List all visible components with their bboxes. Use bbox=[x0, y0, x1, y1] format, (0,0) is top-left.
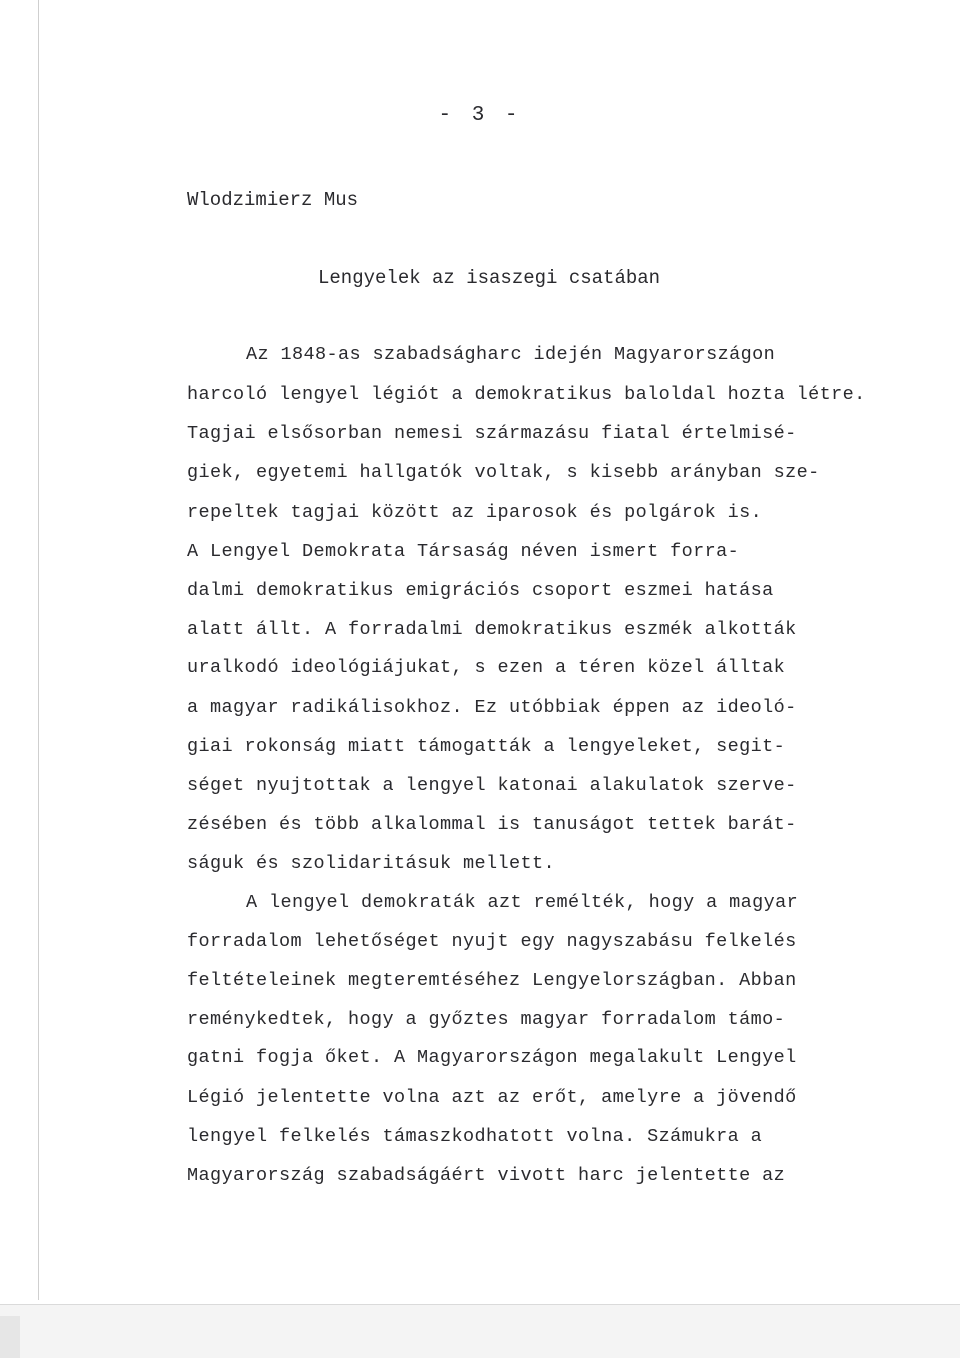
text-line-7: dalmi demokratikus emigrációs csoport eszmei hatása bbox=[187, 580, 774, 601]
page-edge-bottom bbox=[0, 1304, 960, 1358]
text-line-21: lengyel felkelés támaszkodhatott volna. Számukra a bbox=[187, 1126, 763, 1147]
page-corner-bottom-left bbox=[0, 1316, 20, 1358]
text-line-2: harcoló lengyel légiót a demokratikus baloldal hozta létre. bbox=[187, 384, 866, 405]
text-line-22: Magyarország szabadságáért vivott harc jelentette az bbox=[187, 1165, 786, 1186]
text-line-12: séget nyujtottak a lengyel katonai alakulatok szerve- bbox=[187, 775, 797, 796]
text-line-13: zésében és több alkalommal is tanuságot tettek barát- bbox=[187, 814, 797, 835]
text-line-15: A lengyel demokraták azt remélték, hogy a magyar bbox=[246, 892, 799, 913]
page-edge-left bbox=[38, 0, 39, 1300]
author-name: Wlodzimierz Mus bbox=[187, 189, 359, 211]
text-line-10: a magyar radikálisokhoz. Ez utóbbiak éppen az ideoló- bbox=[187, 697, 797, 718]
text-line-9: uralkodó ideológiájukat, s ezen a téren közel álltak bbox=[187, 657, 786, 678]
text-line-17: feltételeinek megteremtéséhez Lengyelországban. Abban bbox=[187, 970, 797, 991]
page-number: - 3 - bbox=[438, 104, 522, 127]
article-title: Lengyelek az isaszegi csatában bbox=[318, 267, 661, 289]
text-line-6: A Lengyel Demokrata Társaság néven ismert forra- bbox=[187, 541, 740, 562]
text-line-5: repeltek tagjai között az iparosok és polgárok is. bbox=[187, 502, 763, 523]
text-line-3: Tagjai elsősorban nemesi származásu fiatal értelmisé- bbox=[187, 423, 797, 444]
text-line-8: alatt állt. A forradalmi demokratikus eszmék alkották bbox=[187, 619, 797, 640]
text-line-18: reménykedtek, hogy a győztes magyar forradalom támo- bbox=[187, 1009, 786, 1030]
text-line-20: Légió jelentette volna azt az erőt, amelyre a jövendő bbox=[187, 1087, 797, 1108]
text-line-1: Az 1848-as szabadságharc idején Magyarországon bbox=[246, 344, 776, 365]
text-line-14: ságuk és szolidaritásuk mellett. bbox=[187, 853, 556, 874]
text-line-4: giek, egyetemi hallgatók voltak, s kisebb arányban sze- bbox=[187, 462, 820, 483]
text-line-19: gatni fogja őket. A Magyarországon megalakult Lengyel bbox=[187, 1047, 797, 1068]
text-line-16: forradalom lehetőséget nyujt egy nagyszabásu felkelés bbox=[187, 931, 797, 952]
text-line-11: giai rokonság miatt támogatták a lengyeleket, segit- bbox=[187, 736, 786, 757]
